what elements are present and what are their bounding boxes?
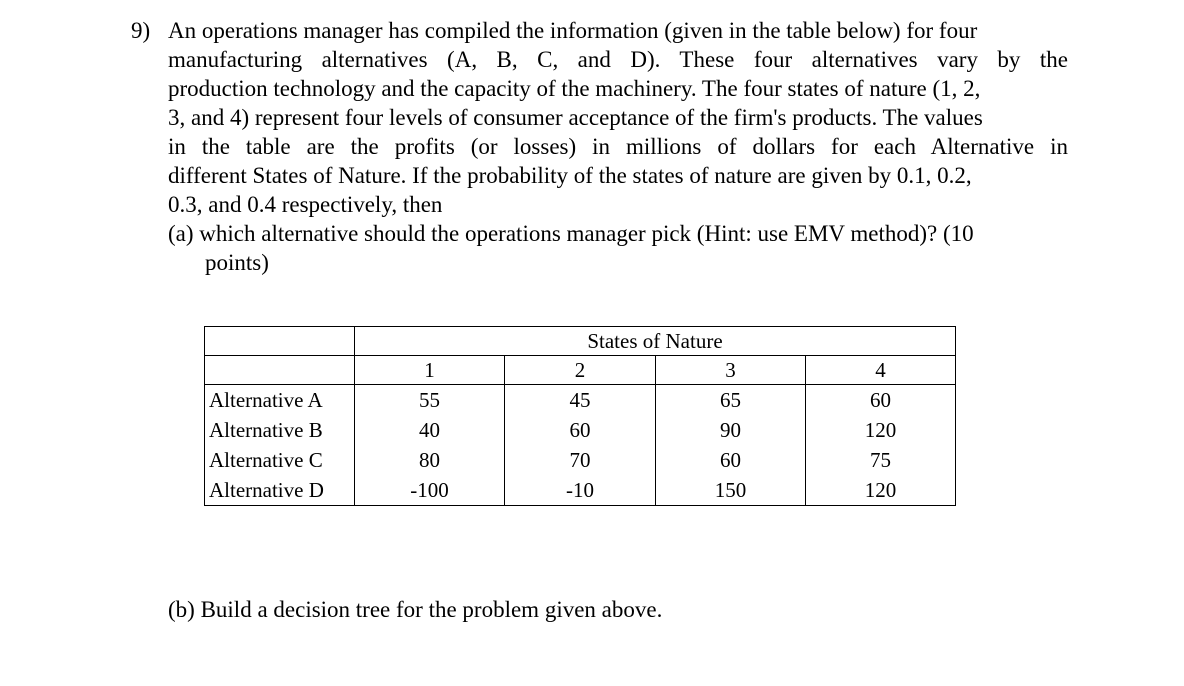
question-line-7: 0.3, and 0.4 respectively, then (168, 192, 443, 217)
part-b: (b) Build a decision tree for the problem given above. (168, 597, 663, 622)
table-cell: 40 (355, 415, 505, 445)
question-line-3: production technology and the capacity of the machinery. The four states of nature (1, 2, (168, 76, 981, 101)
row-label: Alternative B (205, 415, 355, 445)
question-line-2: manufacturing alternatives (A, B, C, and D). These four alternatives vary by the (168, 47, 1068, 72)
table-cell: 60 (505, 415, 656, 445)
state-header: 3 (656, 356, 806, 385)
table-corner-cell (205, 327, 355, 356)
question-line-4: 3, and 4) represent four levels of consumer acceptance of the firm's products. The values (168, 105, 983, 130)
table-cell: 65 (656, 385, 806, 416)
state-header: 1 (355, 356, 505, 385)
table-cell: -10 (505, 475, 656, 506)
table-row (205, 475, 956, 506)
table-cell: 75 (806, 445, 956, 475)
table-cell: 90 (656, 415, 806, 445)
row-label: Alternative D (205, 475, 355, 506)
table-cell: 60 (656, 445, 806, 475)
row-label: Alternative C (205, 445, 355, 475)
table-corner-cell-2 (205, 356, 355, 385)
state-header: 2 (505, 356, 656, 385)
table-cell: 70 (505, 445, 656, 475)
table-cell: 150 (656, 475, 806, 506)
table-cell: -100 (355, 475, 505, 506)
table-cell: 120 (806, 475, 956, 506)
row-label: Alternative A (205, 385, 355, 416)
table-cell: 80 (355, 445, 505, 475)
question-line-1: An operations manager has compiled the information (given in the table below) for four (168, 18, 978, 43)
table-row (205, 445, 956, 475)
part-a-line-2: points) (205, 250, 269, 275)
table-cell: 45 (505, 385, 656, 416)
table-cell: 55 (355, 385, 505, 416)
states-of-nature-header: States of Nature (355, 327, 956, 356)
part-a (168, 219, 1068, 277)
question-number: 9) (131, 18, 151, 43)
question-line-5: in the table are the profits (or losses) in millions of dollars for each Alternative in (168, 134, 1068, 159)
payoff-table (204, 326, 956, 506)
table-cell: 60 (806, 385, 956, 416)
table-row (205, 415, 956, 445)
state-number-row (205, 356, 956, 385)
part-a-line-1: (a) which alternative should the operations manager pick (Hint: use EMV method)? (10 (168, 221, 974, 246)
table-row (205, 385, 956, 416)
question-text (168, 16, 1068, 219)
table-cell: 120 (806, 415, 956, 445)
question-line-6: different States of Nature. If the probability of the states of nature are given by 0.1, 0.2, (168, 163, 972, 188)
table-header-row (205, 327, 956, 356)
state-header: 4 (806, 356, 956, 385)
